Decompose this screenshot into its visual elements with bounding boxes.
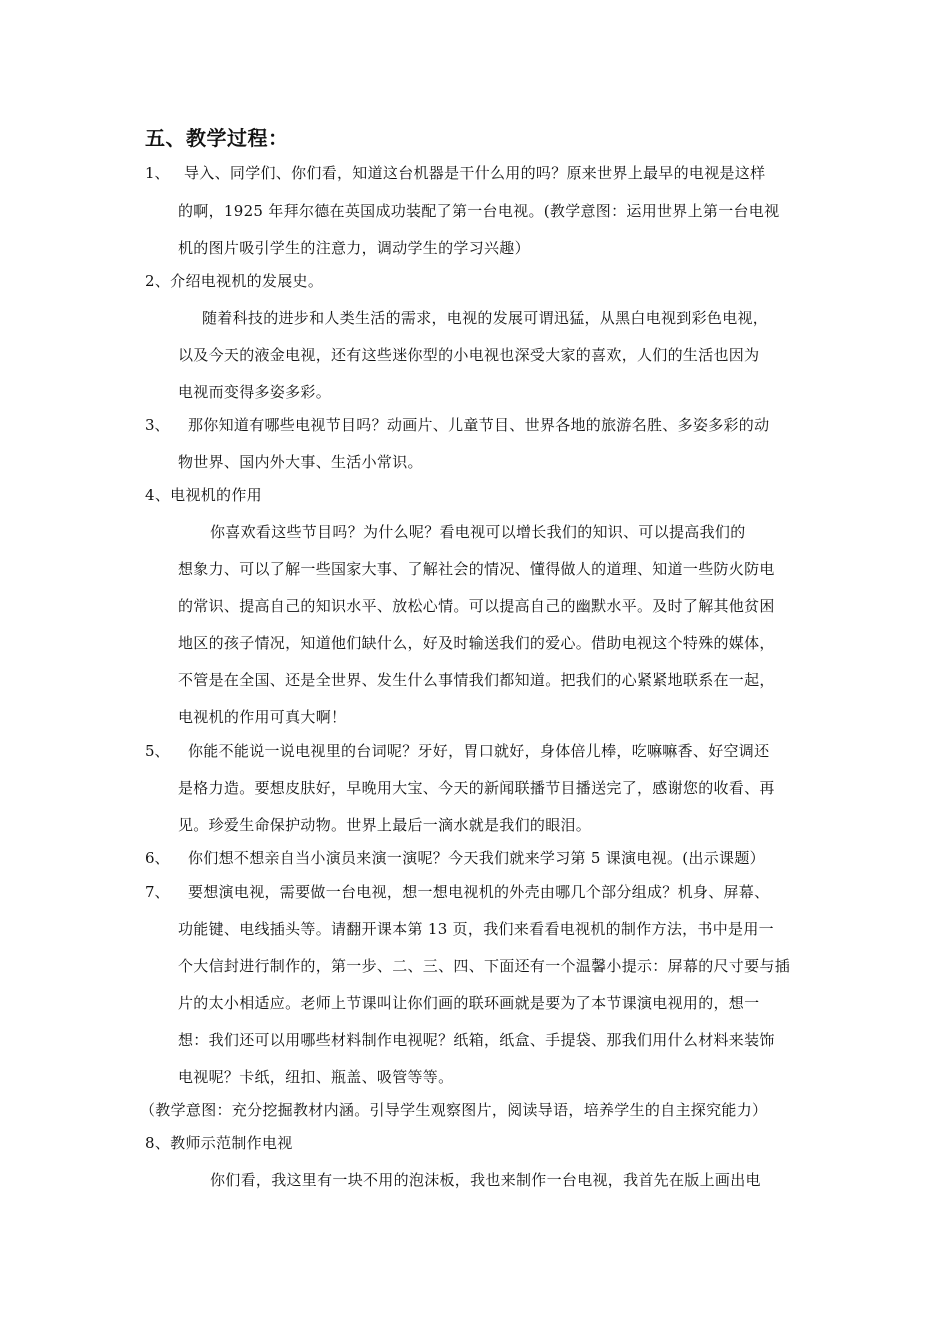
text-line: 的常识、提高自己的知识水平、放松心情。可以提高自己的幽默水平。及时了解其他贫困 xyxy=(178,597,775,615)
item-number-1: 1、 xyxy=(145,164,170,182)
text-line: 8、教师示范制作电视 xyxy=(145,1134,293,1152)
text-line: 的啊，1925 年拜尔德在英国成功装配了第一台电视。(教学意图：运用世界上第一台电视 xyxy=(178,202,780,220)
text-line: 个大信封进行制作的，第一步、二、三、四、下面还有一个温馨小提示：屏幕的尺寸要与插 xyxy=(178,957,791,975)
text-line: 你喜欢看这些节目吗？为什么呢？看电视可以增长我们的知识、可以提高我们的 xyxy=(210,523,746,541)
text-line: 电视机的作用可真大啊！ xyxy=(178,708,347,726)
text-line: 地区的孩子情况，知道他们缺什么，好及时输送我们的爱心。借助电视这个特殊的媒体， xyxy=(178,634,775,652)
item-number-6: 6、 xyxy=(145,849,170,867)
text-line: 物世界、国内外大事、生活小常识。 xyxy=(178,453,423,471)
text-line: 是格力造。要想皮肤好，早晚用大宝、今天的新闻联播节目播送完了，感谢您的收看、再 xyxy=(178,779,775,797)
text-line: 要想演电视，需要做一台电视，想一想电视机的外壳由哪几个部分组成？机身、屏幕、 xyxy=(188,883,770,901)
text-line: 想：我们还可以用哪些材料制作电视呢？纸箱，纸盒、手提袋、那我们用什么材料来装饰 xyxy=(178,1031,775,1049)
item-number-3: 3、 xyxy=(145,416,170,434)
text-line: 那你知道有哪些电视节目吗？动画片、儿童节目、世界各地的旅游名胜、多姿多彩的动 xyxy=(188,416,770,434)
item-number-7: 7、 xyxy=(145,883,170,901)
text-line: 你能不能说一说电视里的台词呢？牙好，胃口就好，身体倍儿棒，吃嘛嘛香、好空调还 xyxy=(188,742,770,760)
text-line: 4、电视机的作用 xyxy=(145,486,262,504)
text-line: 不管是在全国、还是全世界、发生什么事情我们都知道。把我们的心紧紧地联系在一起， xyxy=(178,671,775,689)
text-line: 见。珍爱生命保护动物。世界上最后一滴水就是我们的眼泪。 xyxy=(178,816,592,834)
text-line: 导入、同学们、你们看，知道这台机器是干什么用的吗？原来世界上最早的电视是这样 xyxy=(184,164,766,182)
item-number-5: 5、 xyxy=(145,742,170,760)
text-line: 电视而变得多姿多彩。 xyxy=(178,383,332,401)
text-line: 2、介绍电视机的发展史。 xyxy=(145,272,324,290)
text-line: 机的图片吸引学生的注意力，调动学生的学习兴趣） xyxy=(178,239,530,257)
text-line: 你们想不想亲自当小演员来演一演呢？今天我们就来学习第 5 课演电视。(出示课题） xyxy=(188,849,765,867)
text-line: 想象力、可以了解一些国家大事、了解社会的情况、懂得做人的道理、知道一些防火防电 xyxy=(178,560,775,578)
text-line: （教学意图：充分挖掘教材内涵。引导学生观察图片，阅读导语，培养学生的自主探究能力） xyxy=(140,1101,768,1119)
text-line: 以及今天的液金电视，还有这些迷你型的小电视也深受大家的喜欢，人们的生活也因为 xyxy=(178,346,760,364)
text-line: 你们看，我这里有一块不用的泡沫板，我也来制作一台电视，我首先在版上画出电 xyxy=(210,1171,761,1189)
section-heading: 五、教学过程： xyxy=(145,126,289,150)
text-line: 电视呢？卡纸，纽扣、瓶盖、吸管等等。 xyxy=(178,1068,454,1086)
text-line: 片的太小相适应。老师上节课叫让你们画的联环画就是要为了本节课演电视用的，想一 xyxy=(178,994,760,1012)
text-line: 随着科技的进步和人类生活的需求，电视的发展可谓迅猛，从黑白电视到彩色电视， xyxy=(202,309,769,327)
text-line: 功能键、电线插头等。请翻开课本第 13 页，我们来看看电视机的制作方法，书中是用一 xyxy=(178,920,774,938)
